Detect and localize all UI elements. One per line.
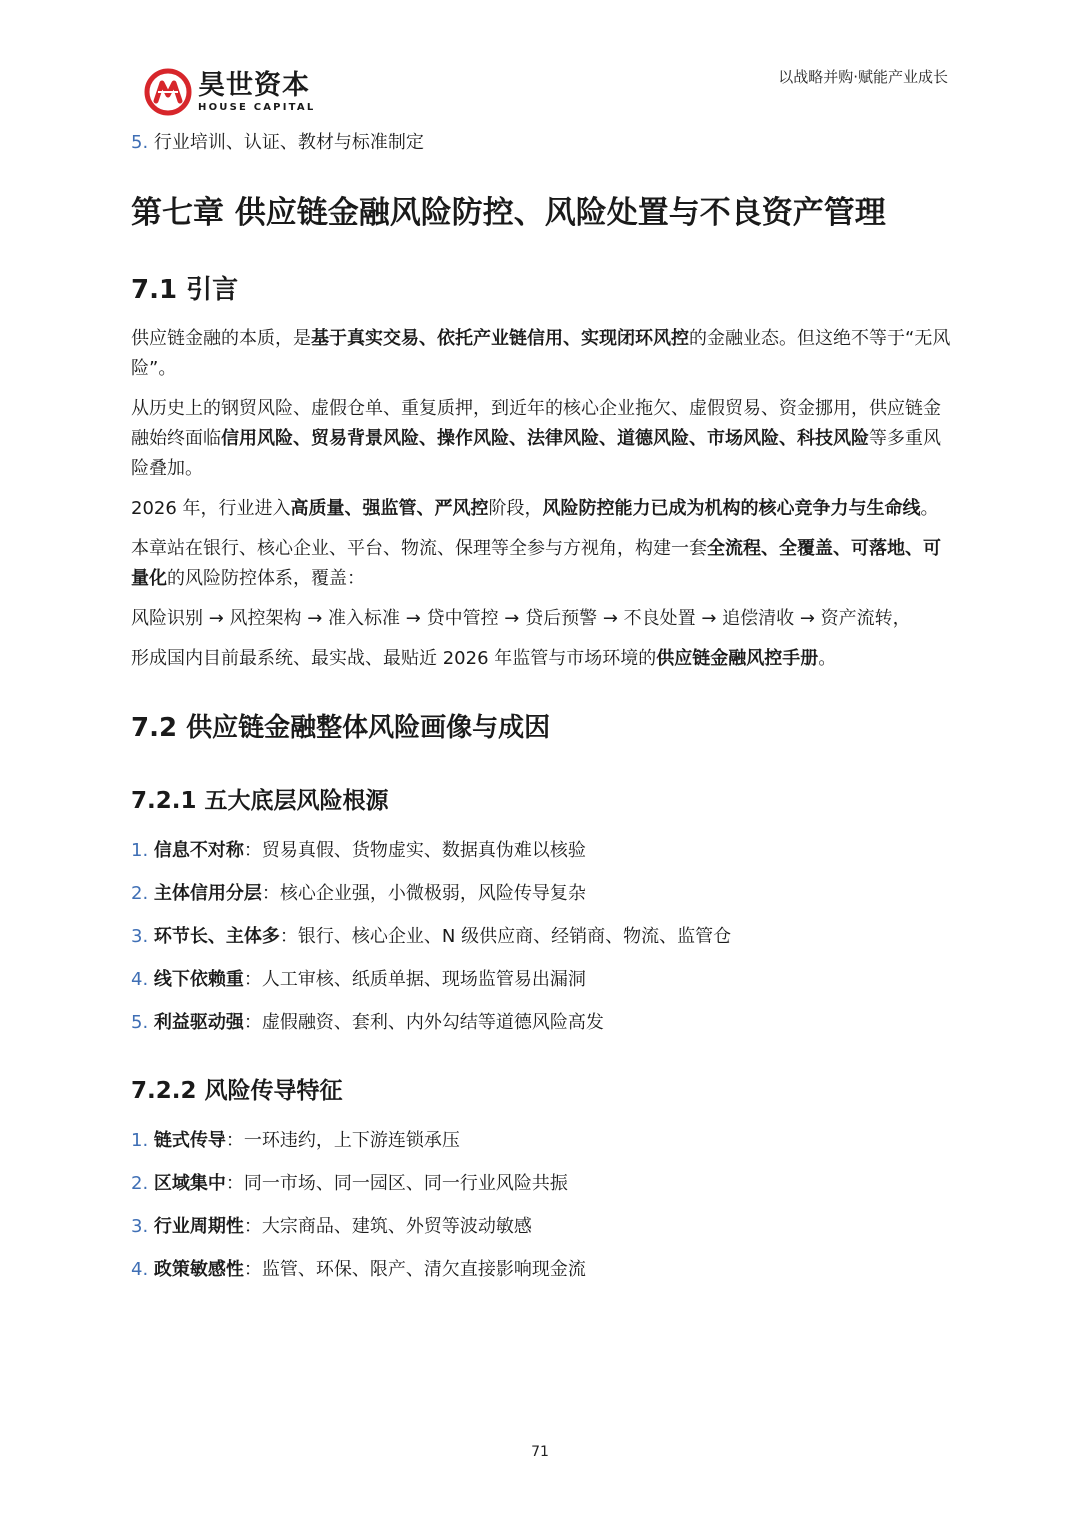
- list-number: 5.: [131, 1012, 149, 1033]
- header-slogan: 以战略并购·赋能产业成长: [778, 68, 948, 86]
- intro-paragraph-4: [131, 534, 951, 594]
- bold-text: 政策敏感性: [153, 1259, 244, 1280]
- text-run: 阶段，: [488, 498, 543, 519]
- list-item: [131, 1255, 951, 1285]
- intro-paragraph-5: 风险识别 → 风控架构 → 准入标准 → 贷中管控 → 贷后预警 → 不良处置 → 追偿清收 → 资产流转，: [131, 608, 911, 629]
- text-run: 的风险防控体系，覆盖：: [167, 568, 365, 589]
- list-number: 1.: [131, 1130, 149, 1151]
- bold-text: 线下依赖重: [153, 969, 244, 990]
- list-text: ：银行、核心企业、N 级供应商、经销商、物流、监管仓: [279, 926, 732, 947]
- list-item: [131, 879, 951, 909]
- bold-text: 主体信用分层: [153, 883, 262, 904]
- text-run: 供应链金融的本质，是: [131, 328, 311, 349]
- list-item: [131, 128, 951, 158]
- list-text: ：人工审核、纸质单据、现场监管易出漏洞: [243, 969, 586, 990]
- list-text: ：贸易真假、货物虚实、数据真伪难以核验: [243, 840, 586, 861]
- list-text: ：一环违约，上下游连锁承压: [225, 1130, 460, 1151]
- bold-text: 信息不对称: [153, 840, 244, 861]
- intro-paragraph-3: [131, 494, 951, 524]
- page-number: 71: [531, 1444, 549, 1460]
- house-capital-logo-icon: [144, 68, 192, 116]
- text-run: 等多重风险叠加。: [131, 428, 941, 479]
- list-number: 2.: [131, 1173, 149, 1194]
- bold-text: 环节长、主体多: [153, 926, 280, 947]
- list-number: 2.: [131, 883, 149, 904]
- risk-transmission-list: [131, 1126, 951, 1285]
- list-text: ：大宗商品、建筑、外贸等波动敏感: [243, 1216, 532, 1237]
- list-item: [131, 1212, 951, 1242]
- list-item: [131, 1169, 951, 1199]
- logo-english-name: HOUSE CAPITAL: [198, 101, 316, 113]
- bold-text: 利益驱动强: [153, 1012, 244, 1033]
- list-number: 3.: [131, 926, 149, 947]
- bold-text: 高质量、强监管、严风控: [290, 498, 489, 519]
- section-7-1-title: 7.1 引言: [131, 275, 239, 305]
- text-run: 。: [818, 648, 837, 669]
- list-number: 3.: [131, 1216, 149, 1237]
- list-text: 行业培训、认证、教材与标准制定: [153, 132, 424, 153]
- section-7-2-2-title: 7.2.2 风险传导特征: [131, 1078, 343, 1104]
- list-number: 1.: [131, 840, 149, 861]
- list-item: [131, 922, 951, 952]
- section-7-2-title: 7.2 供应链金融整体风险画像与成因: [131, 713, 551, 743]
- list-text: ：核心企业强，小微极弱，风险传导复杂: [261, 883, 586, 904]
- list-item: [131, 1126, 951, 1156]
- text-run: 2026 年，行业进入: [131, 498, 291, 519]
- chapter-title: 第七章 供应链金融风险防控、风险处置与不良资产管理: [131, 195, 886, 231]
- bold-text: 风险防控能力已成为机构的核心竞争力与生命线: [542, 498, 921, 519]
- list-number: 4.: [131, 969, 149, 990]
- bold-text: 基于真实交易、依托产业链信用、实现闭环风控: [311, 328, 689, 349]
- page-content: [131, 128, 951, 1285]
- text-run: 本章站在银行、核心企业、平台、物流、保理等全参与方视角，构建一套: [131, 538, 707, 559]
- list-item: [131, 1008, 951, 1038]
- company-logo: [144, 68, 315, 116]
- list-text: ：同一市场、同一园区、同一行业风险共振: [225, 1173, 568, 1194]
- list-item: [131, 965, 951, 995]
- text-run: 。: [920, 498, 939, 519]
- text-run: 从历史上的钢贸风险、虚假仓单、重复质押，到近年的核心企业拖欠、虚假贸易、资金挪用，供应链金融始终面临: [131, 398, 941, 449]
- section-7-2-1-title: 7.2.1 五大底层风险根源: [131, 788, 389, 814]
- list-number: 5.: [131, 132, 149, 153]
- list-number: 4.: [131, 1259, 149, 1280]
- bold-text: 链式传导: [153, 1130, 226, 1151]
- logo-text: [198, 69, 316, 113]
- bold-text: 信用风险、贸易背景风险、操作风险、法律风险、道德风险、市场风险、科技风险: [221, 428, 869, 449]
- page-header: [0, 0, 1080, 130]
- bold-text: 区域集中: [153, 1173, 226, 1194]
- list-text: ：监管、环保、限产、清欠直接影响现金流: [243, 1259, 586, 1280]
- logo-chinese-name: 昊世资本: [198, 69, 310, 101]
- intro-paragraph-2: [131, 394, 951, 484]
- list-item: [131, 836, 951, 866]
- risk-root-list: [131, 836, 951, 1038]
- bold-text: 全流程、全覆盖、可落地、可量化: [131, 538, 941, 589]
- text-run: 形成国内目前最系统、最实战、最贴近 2026 年监管与市场环境的: [131, 648, 657, 669]
- bold-text: 行业周期性: [153, 1216, 244, 1237]
- intro-paragraph-1: [131, 324, 951, 384]
- bold-text: 供应链金融风控手册: [656, 648, 819, 669]
- text-run: 的金融业态。但这绝不等于“无风险”。: [131, 328, 951, 379]
- list-text: ：虚假融资、套利、内外勾结等道德风险高发: [243, 1012, 604, 1033]
- intro-paragraph-6: [131, 644, 951, 674]
